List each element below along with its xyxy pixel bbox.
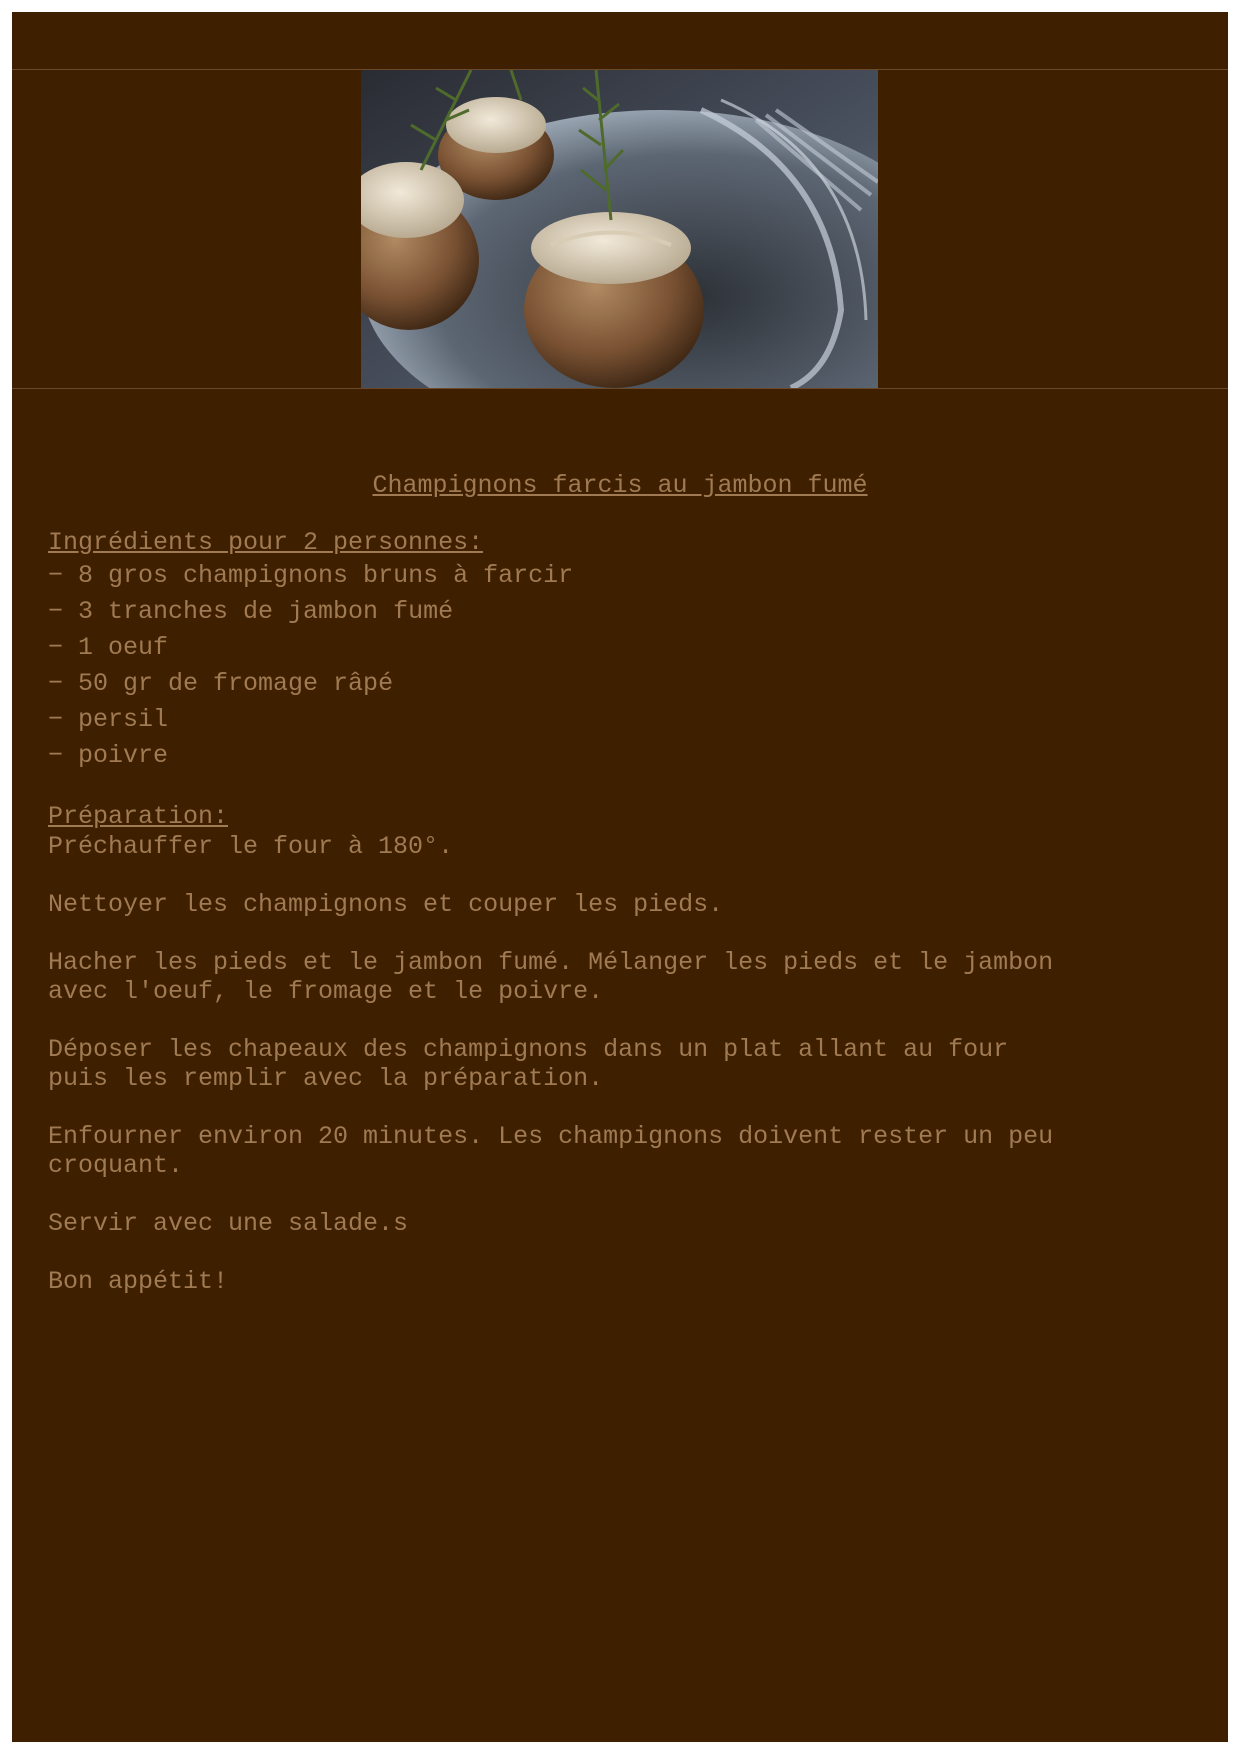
preparation-heading: Préparation: [48,802,229,831]
ingredient-item: − 1 oeuf [48,630,1228,666]
ingredient-item: − 3 tranches de jambon fumé [48,594,1228,630]
ingredient-item: − persil [48,702,1228,738]
preparation-section [48,802,1228,1296]
ingredients-list [48,558,1228,774]
ingredient-item: − 8 gros champignons bruns à farcir [48,558,1228,594]
photo-band [12,70,1228,389]
recipe-content [48,528,1228,1325]
ingredient-item: − poivre [48,738,1228,774]
preparation-step: Hacher les pieds et le jambon fumé. Mélanger les pieds et le jambon avec l'oeuf, le fromage et le poivre. [48,948,1054,1006]
preparation-step: Préchauffer le four à 180°. [48,832,454,861]
ingredients-heading: Ingrédients pour 2 personnes: [48,528,484,557]
stuffed-mushrooms-photo [361,70,878,388]
preparation-step: Déposer les chapeaux des champignons dans un plat allant au four puis les remplir avec la préparation. [48,1035,1009,1093]
preparation-step: Enfourner environ 20 minutes. Les champignons doivent rester un peu croquant. [48,1122,1054,1180]
ingredient-item: − 50 gr de fromage râpé [48,666,1228,702]
closing-line: Bon appétit! [48,1267,229,1296]
header-band [12,12,1228,70]
recipe-page [12,12,1228,1742]
preparation-step: Servir avec une salade.s [48,1209,409,1238]
recipe-title: Champignons farcis au jambon fumé [372,471,868,500]
preparation-step: Nettoyer les champignons et couper les pieds. [48,890,724,919]
